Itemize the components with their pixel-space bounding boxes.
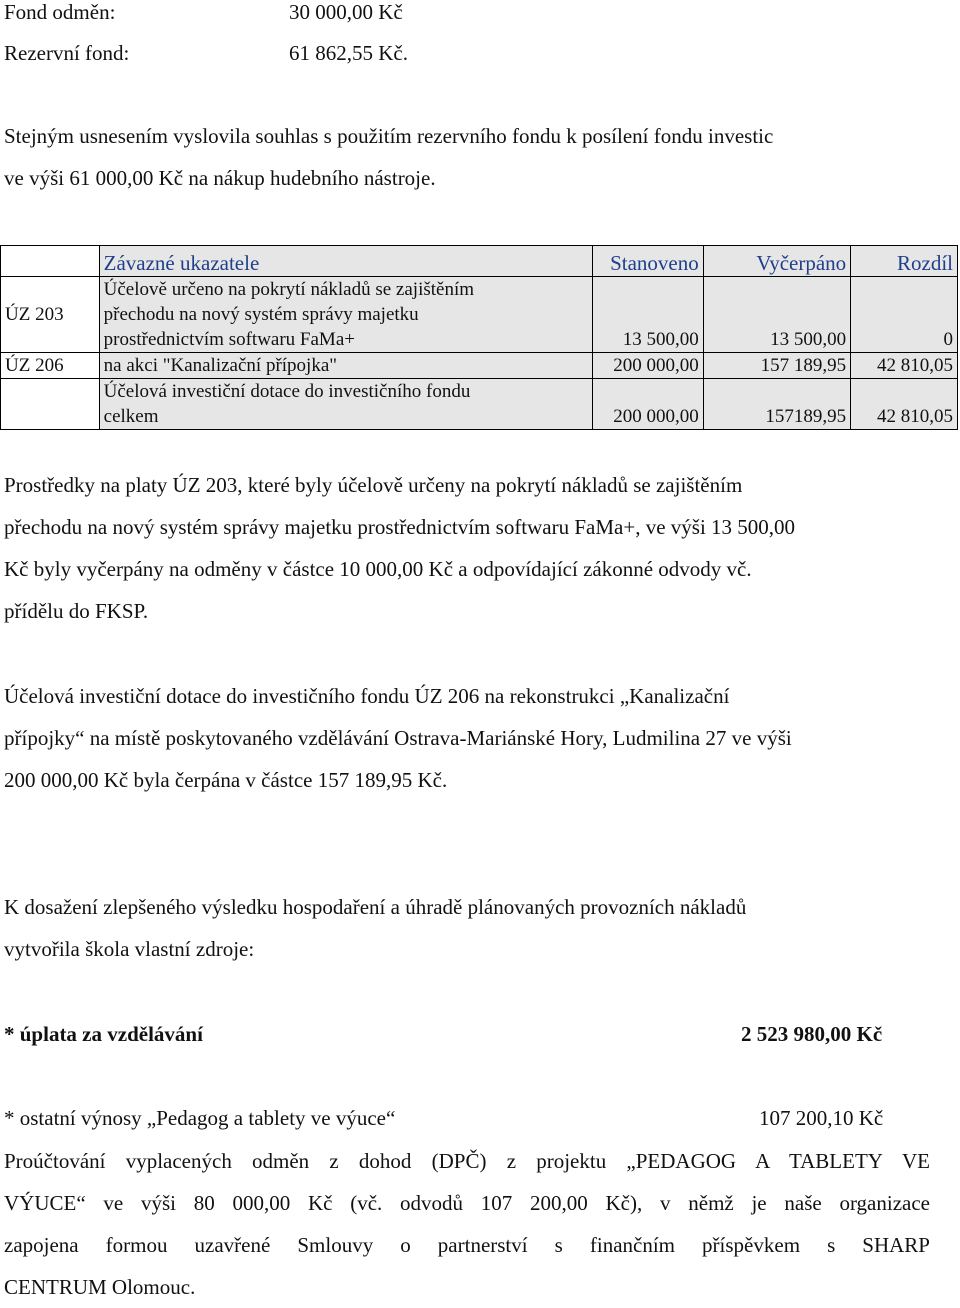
row-rozdil: 0	[851, 277, 958, 353]
paragraph-line: 200 000,00 Kč byla čerpána v částce 157 189,95 Kč.	[4, 768, 448, 792]
paragraph-line: K dosažení zlepšeného výsledku hospodaření a úhradě plánovaných provozních nákladů	[4, 895, 747, 919]
intro-line: ve výši 61 000,00 Kč na nákup hudebního nástroje.	[4, 166, 436, 190]
fund-rewards-label: Fond odměn:	[4, 0, 116, 24]
fund-reserve-value: 61 862,55 Kč.	[289, 41, 408, 65]
own-resources-paragraph	[4, 886, 746, 970]
row-vycerpano: 157 189,95	[703, 353, 850, 379]
paragraph-line: přípojky“ na místě poskytovaného vzdělávání Ostrava-Mariánské Hory, Ludmilina 27 ve výši	[4, 726, 792, 750]
paragraph-line: Účelová investiční dotace do investičního fondu ÚZ 206 na rekonstrukci „Kanalizační	[4, 684, 730, 708]
header-title: Závazné ukazatele	[99, 246, 592, 277]
row-code: ÚZ 206	[1, 353, 100, 379]
row-description	[99, 277, 592, 353]
indicators-table	[0, 245, 958, 430]
row-vycerpano: 157189,95	[703, 379, 850, 430]
description-line: prostřednictvím softwaru FaMa+	[103, 329, 355, 350]
row-vycerpano: 13 500,00	[703, 277, 850, 353]
table-row	[1, 277, 958, 353]
other-income-value: 107 200,10 Kč	[759, 1106, 884, 1130]
intro-paragraph	[4, 115, 773, 199]
row-rozdil: 42 810,05	[851, 353, 958, 379]
paragraph-line: přechodu na nový systém správy majetku prostřednictvím softwaru FaMa+, ve výši 13 500,00	[4, 515, 796, 539]
other-income-label: * ostatní výnosy „Pedagog a tablety ve výuce“	[4, 1106, 396, 1130]
row-stanoveno: 200 000,00	[592, 353, 703, 379]
header-vycerpano: Vyčerpáno	[703, 246, 850, 277]
table-row	[1, 379, 958, 430]
tuition-label: * úplata za vzdělávání	[4, 1022, 203, 1046]
paragraph-line: Prostředky na platy ÚZ 203, které byly účelově určeny na pokrytí nákladů se zajištěním	[4, 473, 743, 497]
row-stanoveno: 13 500,00	[592, 277, 703, 353]
description-line: přechodu na nový systém správy majetku	[103, 304, 419, 325]
row-stanoveno: 200 000,00	[592, 379, 703, 430]
description-line: na akci "Kanalizační přípojka"	[103, 355, 338, 376]
paragraph-line: zapojena formou uzavřené Smlouvy o partnerství s finančním příspěvkem s SHARP	[4, 1233, 930, 1257]
paragraph-line: VÝUCE“ ve výši 80 000,00 Kč (vč. odvodů 107 200,00 Kč), v němž je naše organizace	[4, 1191, 930, 1215]
header-stanoveno: Stanoveno	[592, 246, 703, 277]
paragraph-line: Proúčtování vyplacených odměn z dohod (DPČ) z projektu „PEDAGOG A TABLETY VE	[4, 1149, 930, 1173]
row-code	[1, 379, 100, 430]
paragraph-line: Kč byly vyčerpány na odměny v částce 10 000,00 Kč a odpovídající zákonné odvody vč.	[4, 557, 752, 581]
description-line: Účelově určeno na pokrytí nákladů se zajištěním	[103, 279, 475, 300]
tuition-value: 2 523 980,00 Kč	[741, 1022, 883, 1046]
description-line: Účelová investiční dotace do investičního fondu	[103, 381, 471, 402]
investment-paragraph	[4, 675, 792, 801]
intro-line: Stejným usnesením vyslovila souhlas s použitím rezervního fondu k posílení fondu investic	[4, 124, 774, 148]
header-rozdil: Rozdíl	[851, 246, 958, 277]
paragraph-line: vytvořila škola vlastní zdroje:	[4, 937, 255, 961]
paragraph-line: přídělu do FKSP.	[4, 599, 149, 623]
row-code: ÚZ 203	[1, 277, 100, 353]
row-description	[99, 379, 592, 430]
paragraph-line: CENTRUM Olomouc.	[4, 1275, 196, 1299]
fund-reserve-label: Rezervní fond:	[4, 41, 130, 65]
salary-paragraph	[4, 464, 795, 632]
description-line: celkem	[103, 406, 159, 427]
fund-rewards-value: 30 000,00 Kč	[289, 0, 403, 24]
row-rozdil: 42 810,05	[851, 379, 958, 430]
table-row	[1, 353, 958, 379]
project-paragraph	[4, 1140, 930, 1308]
row-description	[99, 353, 592, 379]
header-empty-cell	[1, 246, 100, 277]
table-header-row	[1, 246, 958, 277]
